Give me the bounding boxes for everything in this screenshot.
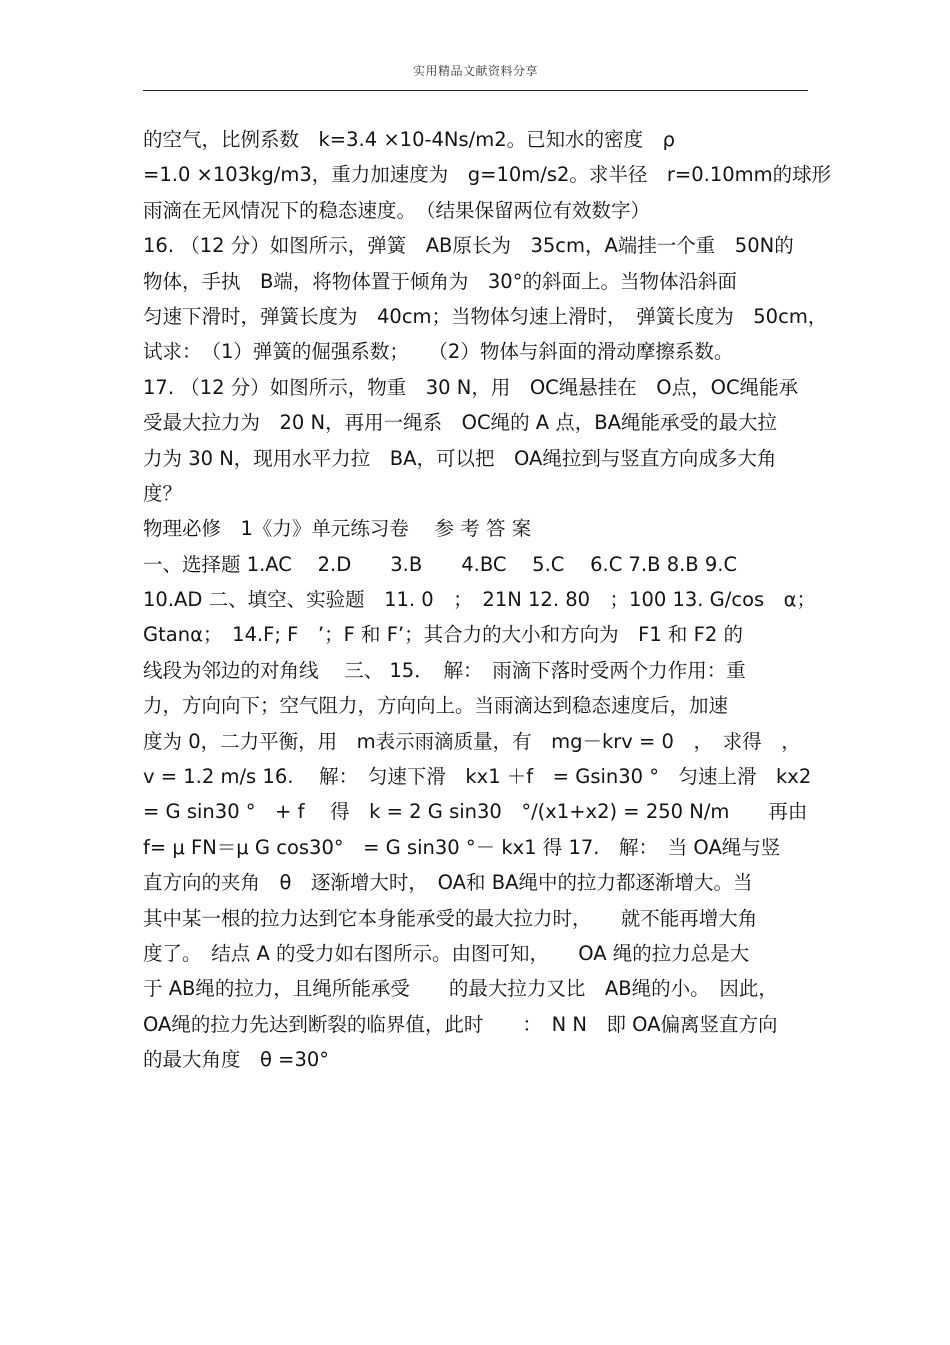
text-line: 的空气，比例系数 k=3.4 ×10-4Ns/m2。已知水的密度 ρ	[143, 128, 676, 151]
answer-key-title: 物理必修 1《力》单元练习卷 参 考 答 案	[143, 517, 532, 541]
page-header: 实用精品文献资料分享	[412, 64, 538, 78]
text-line: 直方向的夹角 θ 逐渐增大时， OA和 BA绳中的拉力都逐渐增大。当	[143, 871, 753, 895]
text-line: 物体，手执 B端，将物体置于倾角为 30°的斜面上。当物体沿斜面	[143, 269, 737, 293]
document-body	[143, 122, 832, 1078]
text-line: =1.0 ×103kg/m3，重力加速度为 g=10m/s2。求半径 r=0.10mm的球形	[143, 163, 832, 187]
text-line: OA绳的拉力先达到断裂的临界值，此时 ： N N 即 OA偏离竖直方向	[143, 1012, 778, 1036]
text-line: 于 AB绳的拉力，且绳所能承受 的最大拉力又比 AB绳的小。 因此，	[143, 977, 778, 1001]
text-line: 受最大拉力为 20 N，再用一绳系 OC绳的 A 点，BA绳能承受的最大拉	[143, 411, 778, 435]
text-line: 16. （12 分）如图所示，弹簧 AB原长为 35cm，A端挂一个重 50N的	[143, 234, 794, 258]
text-line: 试求： （1）弹簧的倔强系数； （2）物体与斜面的滑动摩擦系数。	[143, 340, 734, 364]
text-line: 度？	[143, 481, 183, 505]
text-line: Gtanα； 14.F; F ’；F 和 F’；其合力的大小和方向为 F1 和 F2 的	[143, 623, 743, 647]
text-line: 10.AD 二、填空、实验题 11. 0 ； 21N 12. 80 ；100 13. G/cos α；	[143, 588, 817, 612]
text-line: 匀速下滑时，弹簧长度为 40cm；当物体匀速上滑时， 弹簧长度为 50cm，	[143, 304, 828, 328]
text-line: f= μ FN＝μ G cos30° = G sin30 °－ kx1 得 17. 解： 当 OA绳与竖	[143, 835, 781, 859]
text-line: 的最大角度 θ =30°	[143, 1048, 330, 1072]
text-line: 度为 0，二力平衡，用 m表示雨滴质量，有 mg－krv = 0 ， 求得 ，	[143, 729, 801, 753]
text-line: 力为 30 N，现用水平力拉 BA，可以把 OA绳拉到与竖直方向成多大角	[143, 446, 777, 470]
text-line: 度了。 结点 A 的受力如右图所示。由图可知， OA 绳的拉力总是大	[143, 941, 750, 965]
header-divider	[143, 90, 808, 91]
text-line: v = 1.2 m/s 16. 解： 匀速下滑 kx1 ＋f = Gsin30 ° 匀速上滑 kx2	[143, 765, 812, 789]
text-line: 线段为邻边的对角线 三、 15． 解： 雨滴下落时受两个力作用：重	[143, 658, 746, 682]
text-line: 力，方向向下；空气阻力，方向向上。当雨滴达到稳态速度后，加速	[143, 694, 729, 718]
text-line: 一、选择题 1.AC 2.D 3.B 4.BC 5.C 6.C 7.B 8.B 9.C	[143, 552, 738, 576]
text-line: 雨滴在无风情况下的稳态速度。 （结果保留两位有效数字）	[143, 198, 651, 222]
text-line: = G sin30 ° + f 得 k = 2 G sin30 °/(x1+x2) = 250 N/m 再由	[143, 800, 808, 824]
text-line: 其中某一根的拉力达到它本身能承受的最大拉力时， 就不能再增大角	[143, 906, 758, 930]
text-line: 17. （12 分）如图所示，物重 30 N，用 OC绳悬挂在 O点，OC绳能承	[143, 375, 799, 399]
